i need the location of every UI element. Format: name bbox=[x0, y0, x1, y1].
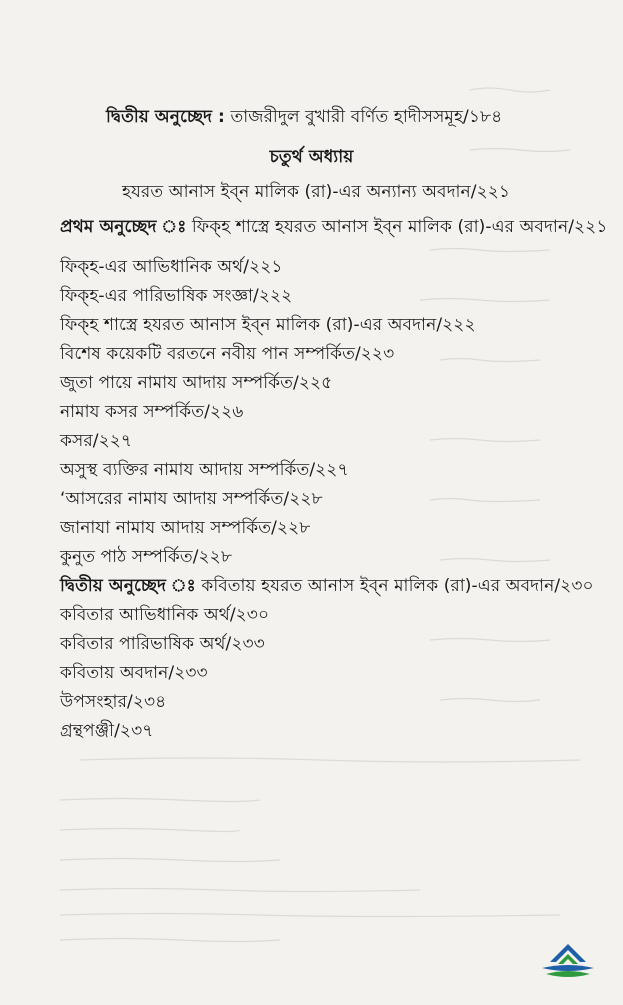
list-item: কবিতার পারিভাষিক অর্থ/২৩৩ bbox=[60, 634, 265, 654]
entry-text: ফিক্‌হ শাস্ত্রে হযরত আনাস ইব্‌ন মালিক (রা)-এর অবদান/২২১ bbox=[186, 217, 608, 237]
section-label: দ্বিতীয় অনুচ্ছেদ : bbox=[106, 107, 225, 127]
toc-entry bbox=[106, 106, 502, 128]
section-label: প্রথম অনুচ্ছেদ ঃ bbox=[60, 217, 187, 237]
list-item: জুতা পায়ে নামায আদায় সম্পর্কিত/২২৫ bbox=[60, 373, 333, 393]
list-item: অসুস্থ ব্যক্তির নামায আদায় সম্পর্কিত/২২৭ bbox=[60, 460, 349, 480]
list-item: ফিক্‌হ-এর আভিধানিক অর্থ/২২১ bbox=[60, 257, 283, 277]
list-item: কসর/২২৭ bbox=[60, 431, 133, 451]
toc-entry bbox=[60, 575, 594, 597]
list-item: নামায কসর সম্পর্কিত/২২৬ bbox=[60, 402, 244, 422]
list-item: গ্রন্থপঞ্জী/২৩৭ bbox=[60, 721, 154, 741]
chapter-title: হযরত আনাস ইব্‌ন মালিক (রা)-এর অন্যান্য অবদান/২২১ bbox=[122, 182, 511, 202]
publisher-logo-icon bbox=[538, 940, 598, 982]
list-item: ফিক্‌হ-এর পারিভাষিক সংজ্ঞা/২২২ bbox=[60, 286, 293, 306]
list-item: কবিতায় অবদান/২৩৩ bbox=[60, 663, 208, 683]
list-item: ‘আসরের নামায আদায় সম্পর্কিত/২২৮ bbox=[60, 489, 323, 509]
section-label: দ্বিতীয় অনুচ্ছেদ ঃ bbox=[60, 576, 196, 596]
list-item: ফিক্‌হ শাস্ত্রে হযরত আনাস ইব্‌ন মালিক (রা)-এর অবদান/২২২ bbox=[60, 315, 476, 335]
list-item: কুনুত পাঠ সম্পর্কিত/২২৮ bbox=[60, 547, 232, 567]
entry-text: তাজরীদুল বুখারী বর্ণিত হাদীসসমূহ/১৮৪ bbox=[224, 107, 503, 127]
list-item: জানাযা নামায আদায় সম্পর্কিত/২২৮ bbox=[60, 518, 311, 538]
toc-entry bbox=[60, 216, 607, 238]
chapter-heading: চতুর্থ অধ্যায় bbox=[269, 147, 354, 167]
entry-text: কবিতায় হযরত আনাস ইব্‌ন মালিক (রা)-এর অবদান/২৩০ bbox=[195, 576, 594, 596]
list-item: উপসংহার/২৩৪ bbox=[60, 692, 167, 712]
list-item: বিশেষ কয়েকটি বরতনে নবীয় পান সম্পর্কিত/২২৩ bbox=[60, 344, 395, 364]
list-item: কবিতার আভিধানিক অর্থ/২৩০ bbox=[60, 605, 270, 625]
